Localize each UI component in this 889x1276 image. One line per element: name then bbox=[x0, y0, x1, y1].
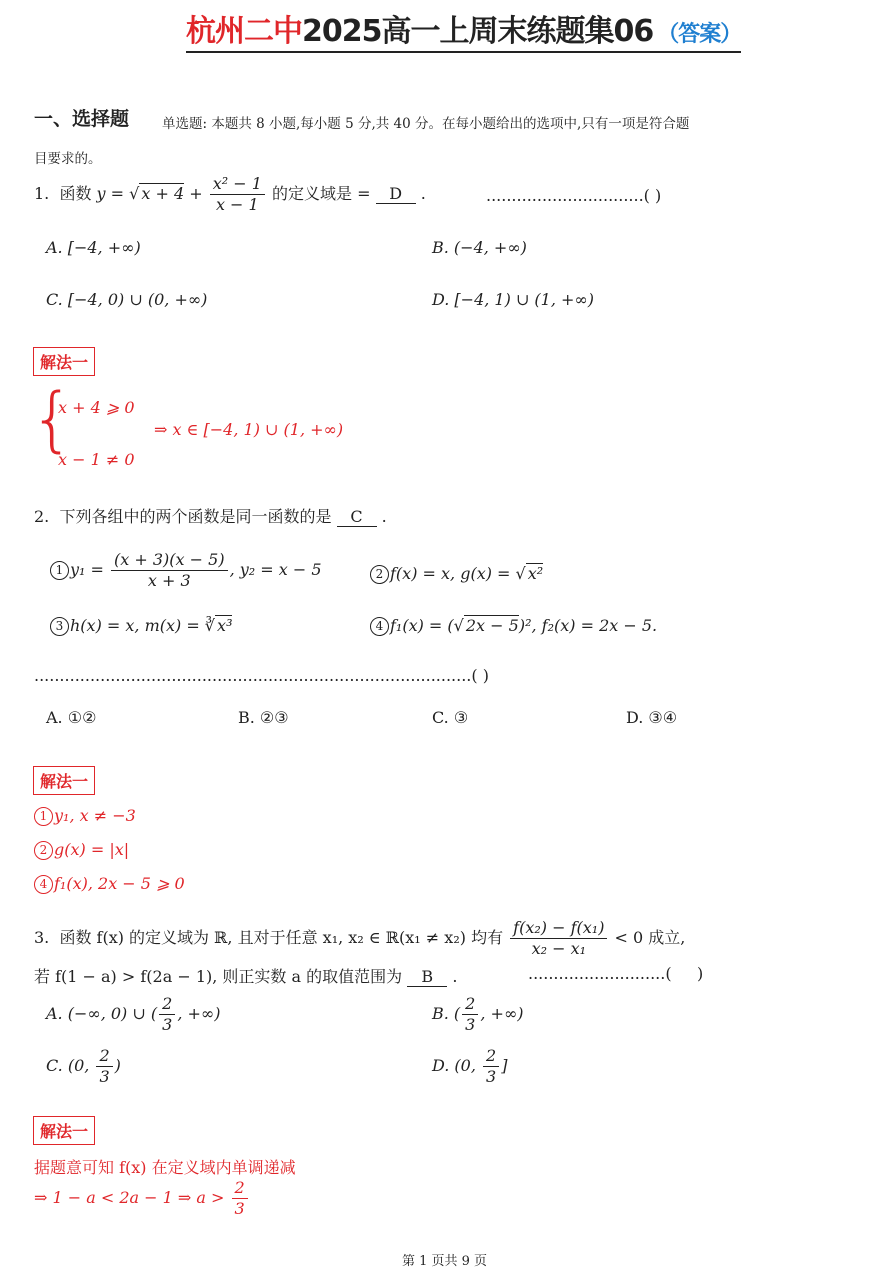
section-intro: 单选题: 本题共 8 小题,每小题 5 分,共 40 分。在每小题给出的选项中,只有一项是符合题 bbox=[162, 116, 690, 132]
section-heading: 一、选择题 bbox=[34, 108, 130, 130]
q2-option-a: A. ①② bbox=[46, 708, 97, 727]
q3-option-d: D. (0, $\frac{2}{3}$ ] bbox=[432, 1046, 508, 1086]
q2-sol-line3: 4 f₁(x), 2x − 5 ⩾ 0 bbox=[34, 874, 185, 894]
q1-sol-line1: x + 4 ⩾ 0 bbox=[58, 398, 135, 417]
q1-option-a: A. [−4, +∞) bbox=[46, 238, 141, 257]
q3-solution-label: 解法一 bbox=[33, 1116, 95, 1145]
q1-option-d: D. [−4, 1) ∪ (1, +∞) bbox=[432, 290, 594, 309]
q1-answer-blank: D bbox=[376, 184, 416, 204]
q2-dots: ......................................................................................( ) bbox=[34, 666, 489, 685]
q1-option-c: C. [−4, 0) ∪ (0, +∞) bbox=[46, 290, 208, 309]
q1-sol-line2: x − 1 ≠ 0 bbox=[58, 450, 135, 469]
section-intro-cont: 目要求的。 bbox=[34, 151, 102, 167]
q3-option-b: B. ( $\frac{2}{3}$ , +∞) bbox=[432, 994, 524, 1034]
q3-dots: ...........................( ) bbox=[528, 964, 704, 983]
q2-stem: 2. 下列各组中的两个函数是同一函数的是 C . bbox=[34, 507, 387, 526]
q2-sol-line2: 2 g(x) = |x| bbox=[34, 840, 129, 860]
q2-item2: 2 f(x) = x, g(x) = √ x² bbox=[370, 564, 543, 584]
q2-item1: 1 y₁ = $\frac{(x + 3)(x - 5)}{x + 3}$ , y₂ = x − 5 bbox=[50, 550, 322, 591]
q2-option-b: B. ②③ bbox=[238, 708, 289, 727]
q3-sol-line1: 据题意可知 f(x) 在定义域内单调递减 bbox=[34, 1158, 296, 1177]
q2-option-d: D. ③④ bbox=[626, 708, 678, 727]
q1-option-b: B. (−4, +∞) bbox=[432, 238, 527, 257]
q2-item4: 4 f₁(x) = (√ 2x − 5)², f₂(x) = 2x − 5. bbox=[370, 616, 657, 636]
q1-brace: { bbox=[30, 378, 75, 460]
q2-sol-line1: 1 y₁, x ≠ −3 bbox=[34, 806, 136, 826]
document-title: 杭州二中2025高一上周末练题集06 （答案） bbox=[186, 6, 741, 53]
page-footer: 第 1 页共 9 页 bbox=[401, 1254, 488, 1269]
q3-sol-line2: ⇒ 1 − a < 2a − 1 ⇒ a > $\frac{2}{3}$ bbox=[34, 1178, 250, 1219]
q3-option-a: A. (−∞, 0) ∪ ( $\frac{2}{3}$ , +∞) bbox=[46, 994, 221, 1034]
q3-stem-line1: 3. 函数 f(x) 的定义域为 ℝ, 且对于任意 x₁, x₂ ∈ ℝ(x₁ ≠ x₂) 均有 $\frac{\text{f(x₂) − f(x₁)}}{\text{x₂ − x₁}}$ < 0 成立, bbox=[34, 918, 686, 958]
q2-solution-label: 解法一 bbox=[33, 766, 95, 795]
q3-stem-line2: 若 f(1 − a) > f(2a − 1), 则正实数 a 的取值范围为 B . bbox=[34, 967, 458, 986]
q2-answer-blank: C bbox=[337, 507, 377, 527]
q2-item3: 3 h(x) = x, m(x) = ∛ x³ bbox=[50, 616, 232, 636]
q1-sol-result: ⇒ x ∈ [−4, 1) ∪ (1, +∞) bbox=[154, 420, 344, 439]
q3-answer-blank: B bbox=[407, 967, 447, 987]
q1-solution-label: 解法一 bbox=[33, 347, 95, 376]
q1-dots: ...............................( ) bbox=[486, 186, 662, 205]
q1-stem: 1. 函数 y = √ x + 4 + $\frac{\text{x² − 1}}{x - 1}$ 的定义域是 = D . bbox=[34, 174, 426, 214]
q2-option-c: C. ③ bbox=[432, 708, 469, 727]
q3-option-c: C. (0, $\frac{2}{3}$ ) bbox=[46, 1046, 121, 1086]
